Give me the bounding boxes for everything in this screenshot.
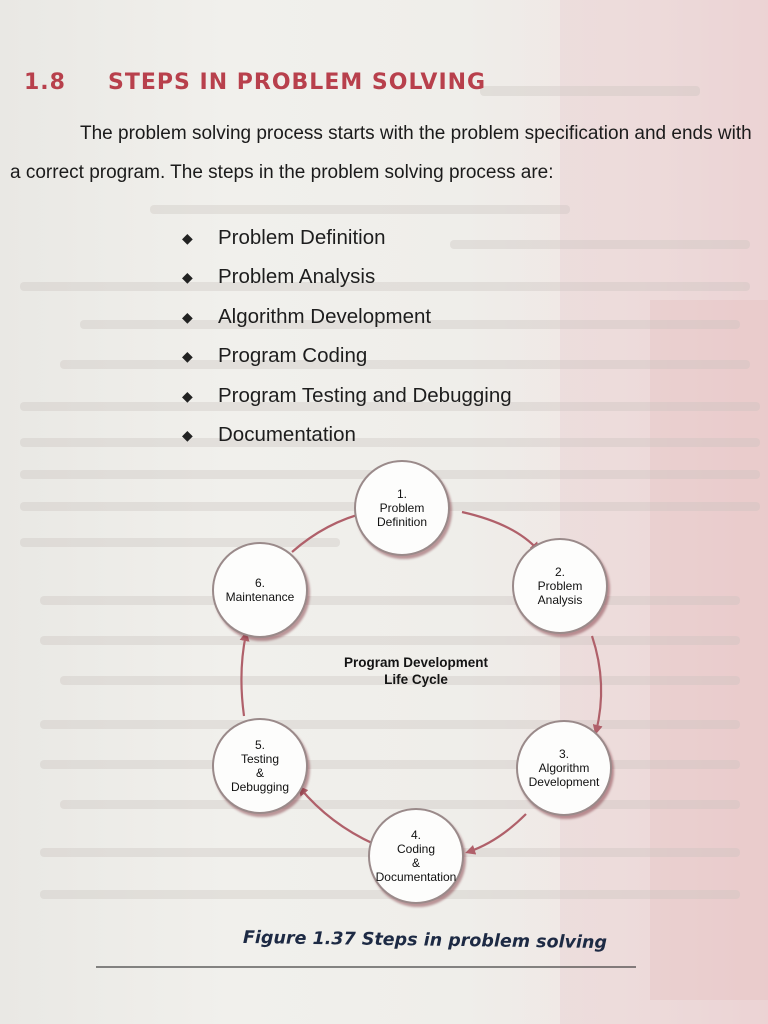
step-label: Program Coding — [218, 344, 368, 368]
list-item — [182, 415, 512, 454]
diamond-bullet-icon: ◆ — [182, 426, 193, 443]
list-item — [182, 218, 512, 257]
cycle-center-label: Program Development Life Cycle — [343, 655, 489, 687]
arrow-analysis-to-algorithm — [592, 636, 601, 732]
diamond-bullet-icon: ◆ — [182, 230, 193, 246]
cycle-node-problem-analysis: 2. Problem Analysis — [512, 538, 608, 634]
figure-caption: Figure 1.37 Steps in problem solving — [242, 928, 608, 954]
diamond-bullet-icon: ◆ — [182, 387, 193, 404]
step-label: Problem Definition — [218, 226, 386, 249]
step-label: Documentation — [218, 422, 356, 446]
intro-text: The problem solving process starts with the problem specification and ends with a correct program. The steps in the problem solving process are: — [10, 123, 752, 183]
list-item — [182, 297, 512, 336]
list-item — [182, 257, 512, 296]
section-number: 1.8 — [24, 70, 66, 95]
diamond-bullet-icon: ◆ — [182, 348, 193, 365]
cycle-node-problem-definition: 1. Problem Definition — [354, 460, 450, 556]
section-title: STEPS IN PROBLEM SOLVING — [108, 70, 487, 95]
list-item — [182, 336, 512, 375]
arrow-definition-to-analysis — [462, 512, 538, 550]
cycle-node-maintenance: 6. Maintenance — [212, 542, 308, 638]
step-label: Algorithm Development — [218, 304, 432, 328]
diamond-bullet-icon: ◆ — [182, 269, 193, 286]
arrow-coding-to-testing — [300, 788, 374, 844]
intro-paragraph — [10, 114, 762, 192]
step-label: Problem Analysis — [218, 265, 376, 289]
cycle-node-algorithm-development: 3. Algorithm Development — [516, 720, 612, 816]
diamond-bullet-icon: ◆ — [182, 308, 193, 325]
step-label: Program Testing and Debugging — [218, 383, 512, 407]
cycle-node-coding-documentation: 4. Coding & Documentation — [368, 808, 464, 904]
arrow-algorithm-to-coding — [468, 814, 526, 852]
bottom-divider — [96, 966, 636, 968]
section-heading — [24, 70, 724, 95]
arrow-testing-to-maintenance — [241, 634, 246, 716]
cycle-node-testing-debugging: 5. Testing & Debugging — [212, 718, 308, 814]
list-item — [182, 376, 512, 415]
steps-list — [182, 218, 512, 454]
